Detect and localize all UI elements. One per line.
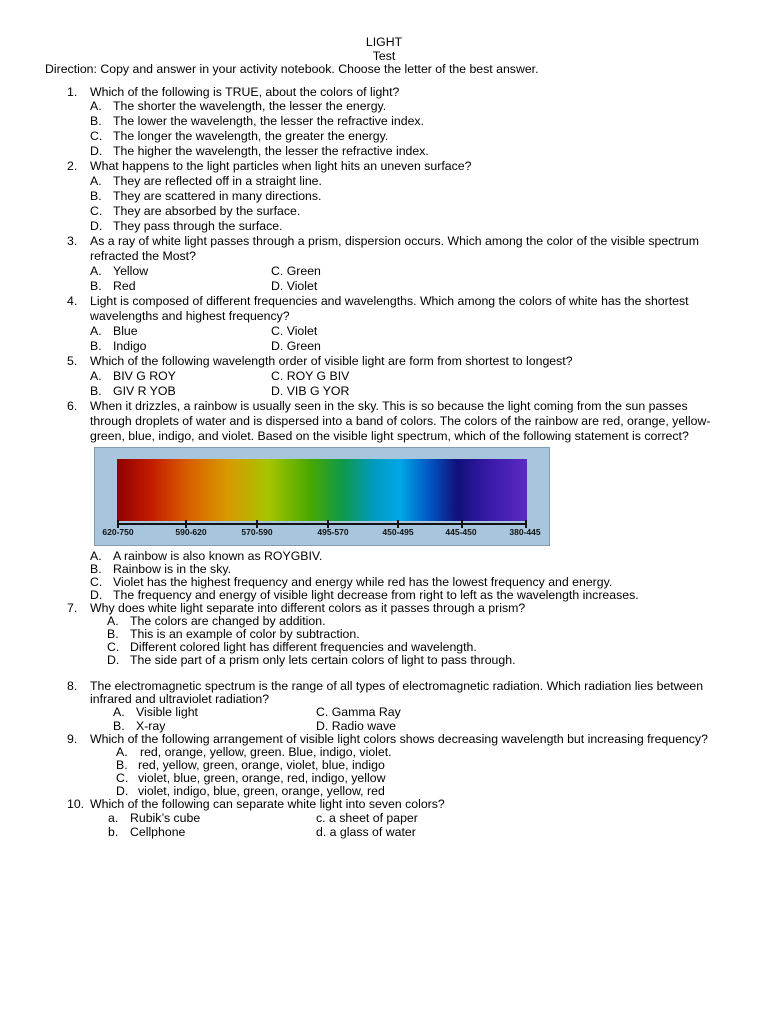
option-d: The side part of a prism only lets certain colors of light to pass through. bbox=[130, 653, 516, 667]
spectrum-label: 570-590 bbox=[241, 527, 273, 537]
spectrum-label: 590-620 bbox=[175, 527, 207, 537]
option-letter: D. bbox=[90, 219, 103, 233]
option-c: violet, blue, green, orange, red, indigo, yellow bbox=[138, 771, 386, 785]
option-b: red, yellow, green, orange, violet, blue, indigo bbox=[138, 758, 385, 772]
option-letter: B. bbox=[116, 758, 128, 772]
question-text: Why does white light separate into different colors as it passes through a prism? bbox=[90, 601, 526, 615]
option-c: Different colored light has different frequencies and wavelength. bbox=[130, 640, 477, 654]
option-letter: B. bbox=[90, 114, 102, 128]
page-title: LIGHT bbox=[365, 35, 403, 49]
option-letter: B. bbox=[113, 719, 125, 733]
option-letter: A. bbox=[90, 174, 102, 188]
option-d: D. Radio wave bbox=[316, 719, 396, 733]
question-text: Which of the following can separate white light into seven colors? bbox=[90, 797, 445, 811]
option-letter: C. bbox=[90, 204, 103, 218]
question-text-line-1: As a ray of white light passes through a prism, dispersion occurs. Which among the color of the visible spectrum bbox=[90, 234, 699, 248]
question-number: 2. bbox=[67, 159, 78, 173]
question-text-line-1: Light is composed of different frequencies and wavelengths. Which among the colors of white has the shortest bbox=[90, 294, 689, 308]
option-c: C. Gamma Ray bbox=[316, 705, 401, 719]
option-a: The colors are changed by addition. bbox=[130, 614, 326, 628]
option-d: D. Violet bbox=[271, 279, 318, 293]
option-d: They pass through the surface. bbox=[113, 219, 283, 233]
option-letter: C. bbox=[90, 575, 103, 589]
option-c: They are absorbed by the surface. bbox=[113, 204, 301, 218]
question-number: 10. bbox=[67, 797, 85, 811]
option-letter: A. bbox=[90, 99, 102, 113]
option-b: Rainbow is in the sky. bbox=[113, 562, 232, 576]
option-letter: A. bbox=[90, 369, 102, 383]
spectrum-label: 445-450 bbox=[445, 527, 477, 537]
spectrum-color-band bbox=[117, 459, 527, 521]
option-letter: B. bbox=[90, 189, 102, 203]
option-a: The shorter the wavelength, the lesser the energy. bbox=[113, 99, 387, 113]
option-letter: D. bbox=[107, 653, 120, 667]
option-b: Red bbox=[113, 279, 136, 293]
option-d: D. VIB G YOR bbox=[271, 384, 350, 398]
question-number: 6. bbox=[67, 399, 78, 413]
option-c: Violet has the highest frequency and energy while red has the lowest frequency and energy. bbox=[113, 575, 613, 589]
option-letter: A. bbox=[90, 324, 102, 338]
option-letter: B. bbox=[90, 562, 102, 576]
directions: Direction: Copy and answer in your activity notebook. Choose the letter of the best answer. bbox=[45, 62, 539, 76]
option-b: The lower the wavelength, the lesser the refractive index. bbox=[113, 114, 425, 128]
question-number: 9. bbox=[67, 732, 78, 746]
page-subtitle: Test bbox=[372, 49, 396, 63]
option-a: BIV G ROY bbox=[113, 369, 176, 383]
option-b: X-ray bbox=[136, 719, 166, 733]
option-c: C. Violet bbox=[271, 324, 318, 338]
question-number: 1. bbox=[67, 85, 78, 99]
option-letter: A. bbox=[107, 614, 119, 628]
spectrum-axis bbox=[117, 523, 527, 525]
question-text-line-1: When it drizzles, a rainbow is usually seen in the sky. This is so because the light coming from the sun passes bbox=[90, 399, 688, 413]
question-text: What happens to the light particles when light hits an uneven surface? bbox=[90, 159, 472, 173]
option-c: C. ROY G BIV bbox=[271, 369, 350, 383]
visible-spectrum-image bbox=[94, 447, 550, 546]
option-letter: A. bbox=[116, 745, 128, 759]
option-letter: A. bbox=[113, 705, 125, 719]
option-letter: b. bbox=[108, 825, 119, 839]
option-letter: C. bbox=[116, 771, 129, 785]
option-d: The higher the wavelength, the lesser the refractive index. bbox=[113, 144, 429, 158]
question-number: 3. bbox=[67, 234, 78, 248]
option-letter: A. bbox=[90, 264, 102, 278]
option-a: red, orange, yellow, green. Blue, indigo, violet. bbox=[140, 745, 392, 759]
question-text-line-2: wavelengths and highest frequency? bbox=[90, 309, 290, 323]
option-d: D. Green bbox=[271, 339, 321, 353]
question-text-line-2: refracted the Most? bbox=[90, 249, 196, 263]
question-text-line-3: green, blue, indigo, and violet. Based on the visible light spectrum, which of the following statement is correct? bbox=[90, 429, 689, 443]
spectrum-label: 620-750 bbox=[102, 527, 134, 537]
option-b: GIV R YOB bbox=[113, 384, 176, 398]
question-number: 8. bbox=[67, 679, 78, 693]
option-a: Blue bbox=[113, 324, 138, 338]
option-a: Rubik’s cube bbox=[130, 811, 201, 825]
option-letter: C. bbox=[107, 640, 120, 654]
question-number: 5. bbox=[67, 354, 78, 368]
question-text: Which of the following is TRUE, about the colors of light? bbox=[90, 85, 400, 99]
spectrum-label: 495-570 bbox=[317, 527, 349, 537]
question-number: 7. bbox=[67, 601, 78, 615]
question-number: 4. bbox=[67, 294, 78, 308]
option-c: The longer the wavelength, the greater the energy. bbox=[113, 129, 389, 143]
option-letter: B. bbox=[90, 279, 102, 293]
option-letter: B. bbox=[107, 627, 119, 641]
question-text-line-1: The electromagnetic spectrum is the range of all types of electromagnetic radiation. Which radiation lies between bbox=[90, 679, 704, 693]
option-c: C. Green bbox=[271, 264, 321, 278]
option-letter: C. bbox=[90, 129, 103, 143]
spectrum-label: 380-445 bbox=[509, 527, 541, 537]
option-d: d. a glass of water bbox=[316, 825, 416, 839]
option-letter: B. bbox=[90, 339, 102, 353]
question-text-line-2: infrared and ultraviolet radiation? bbox=[90, 692, 270, 706]
option-letter: A. bbox=[90, 549, 102, 563]
option-b: They are scattered in many directions. bbox=[113, 189, 322, 203]
question-text: Which of the following arrangement of visible light colors shows decreasing wavelength but increasing frequency? bbox=[90, 732, 708, 746]
question-text-line-2: through droplets of water and is dispersed into a band of colors. The colors of the rainbow are red, orange, yellow- bbox=[90, 414, 711, 428]
spectrum-label: 450-495 bbox=[382, 527, 414, 537]
option-b: Indigo bbox=[113, 339, 147, 353]
option-letter: D. bbox=[90, 144, 103, 158]
option-a: They are reflected off in a straight line. bbox=[113, 174, 322, 188]
option-a: A rainbow is also known as ROYGBIV. bbox=[113, 549, 323, 563]
option-letter: B. bbox=[90, 384, 102, 398]
option-a: Visible light bbox=[136, 705, 198, 719]
question-text: Which of the following wavelength order of visible light are form from shortest to longest? bbox=[90, 354, 573, 368]
option-letter: a. bbox=[108, 811, 119, 825]
option-d: violet, indigo, blue, green, orange, yellow, red bbox=[138, 784, 385, 798]
option-b: Cellphone bbox=[130, 825, 186, 839]
option-letter: D. bbox=[116, 784, 129, 798]
option-letter: D. bbox=[90, 588, 103, 602]
option-b: This is an example of color by subtraction. bbox=[130, 627, 360, 641]
option-a: Yellow bbox=[113, 264, 149, 278]
option-d: The frequency and energy of visible light decrease from right to left as the wavelength increases. bbox=[113, 588, 639, 602]
option-c: c. a sheet of paper bbox=[316, 811, 418, 825]
